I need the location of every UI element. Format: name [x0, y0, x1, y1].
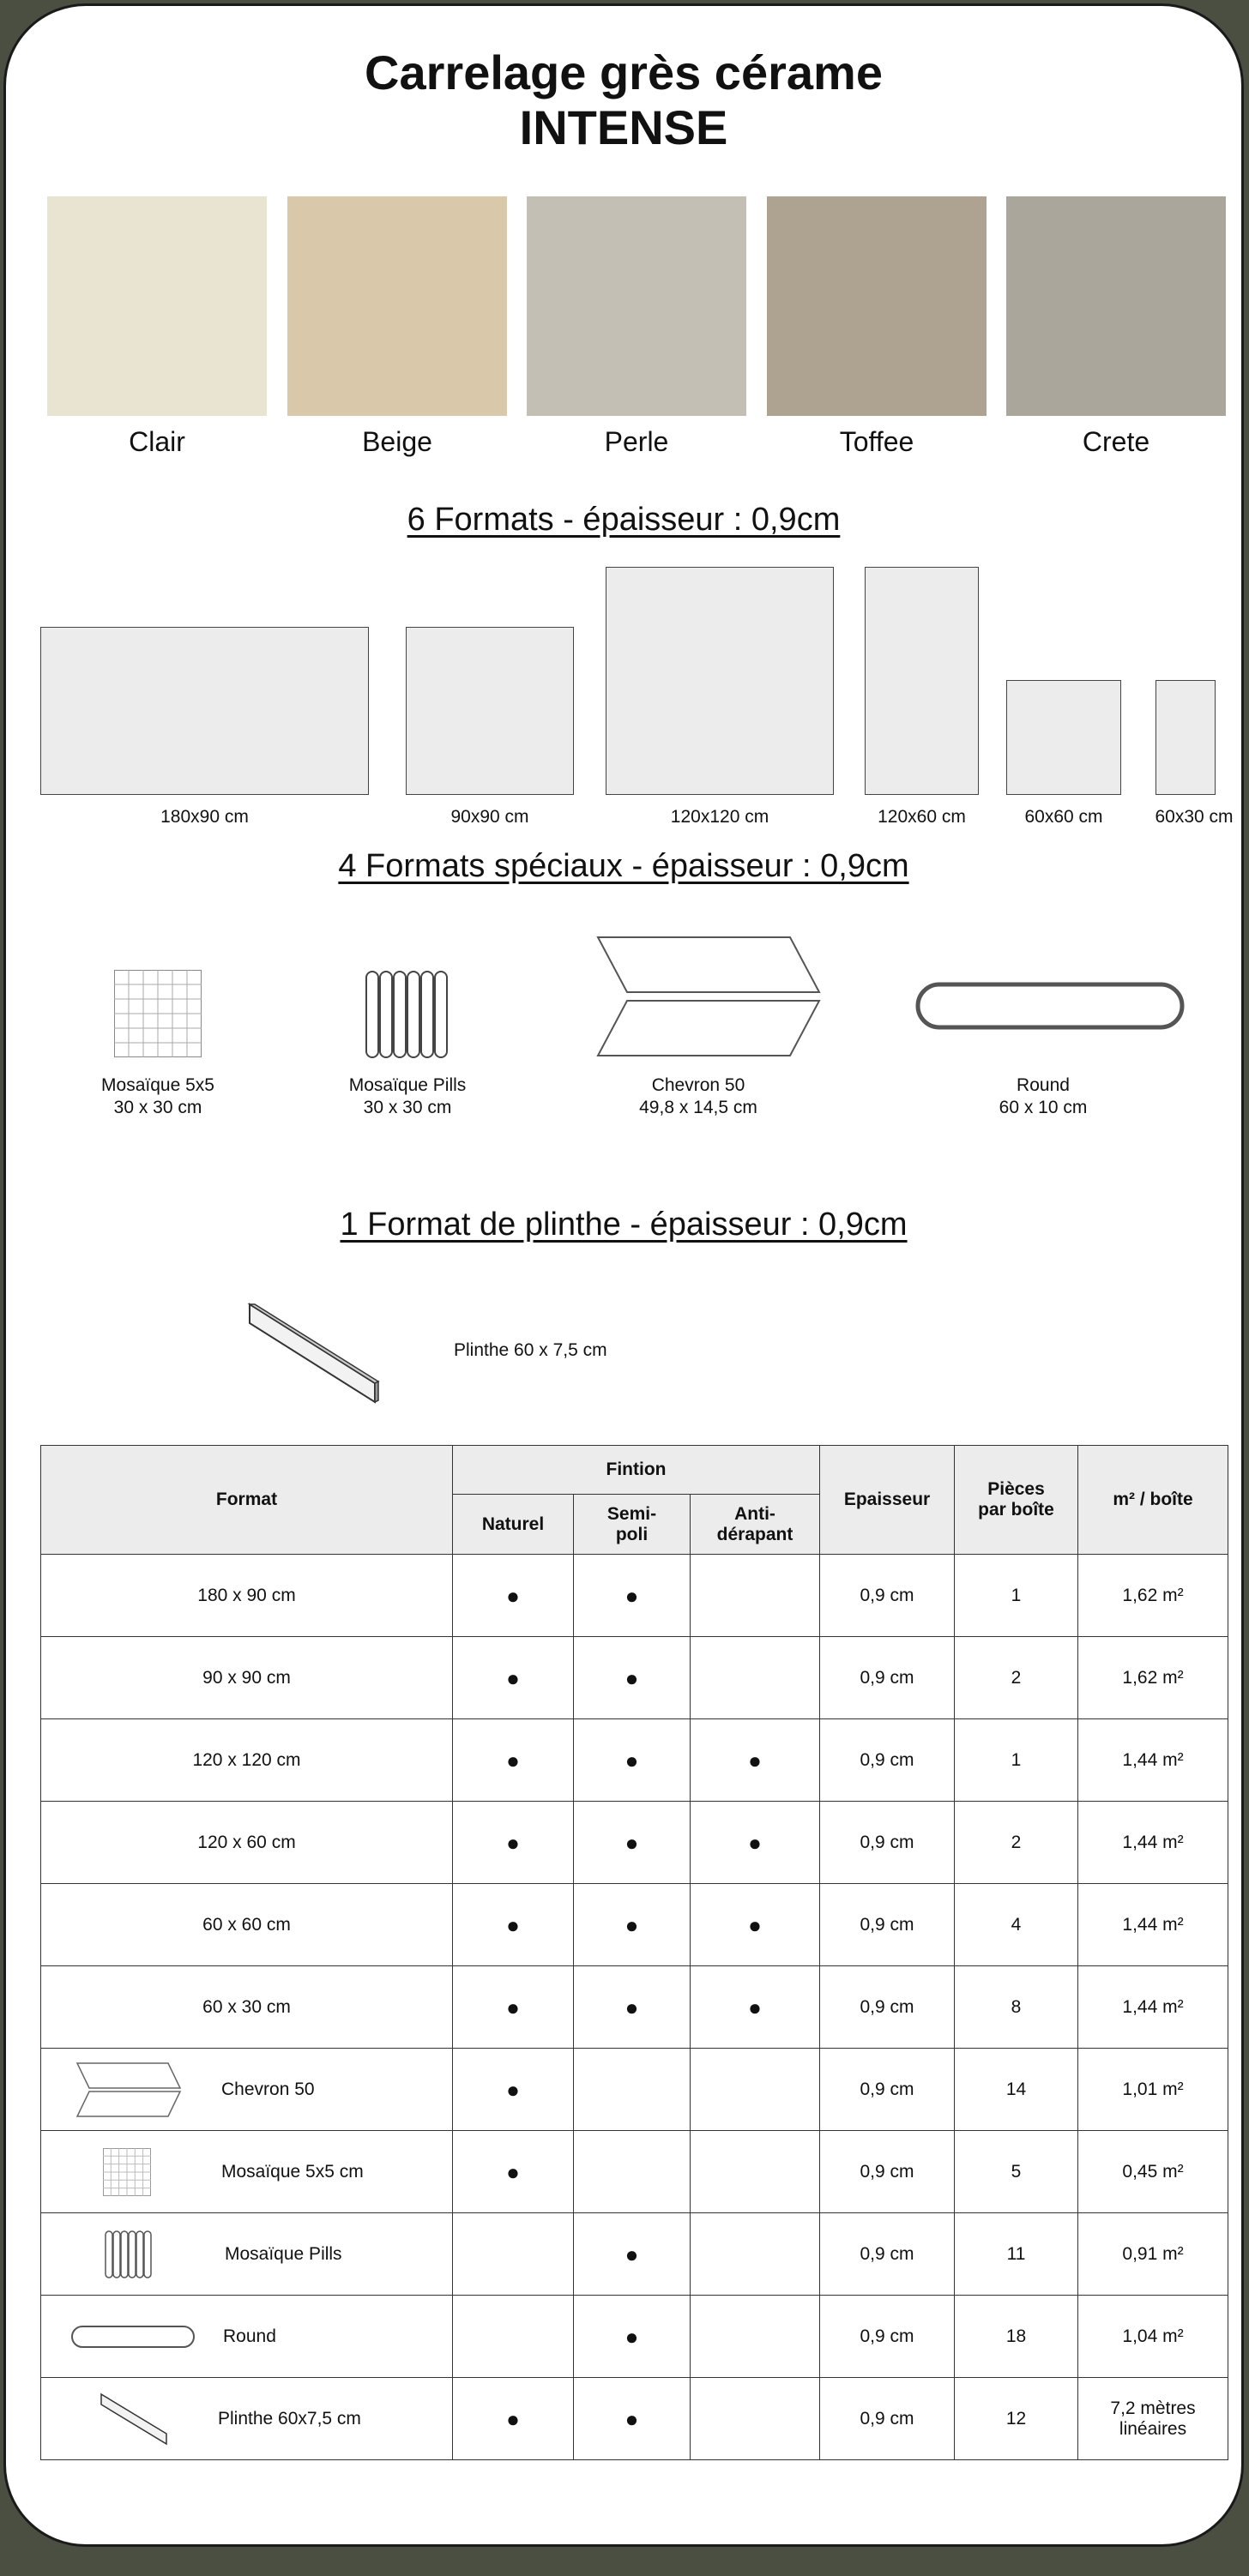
cell-pieces: 2	[955, 1802, 1078, 1884]
cell-semi-poli: ●	[574, 1884, 691, 1966]
cell-anti-derapant	[691, 1637, 820, 1719]
plinthe-icon	[98, 2392, 170, 2446]
format-label: 120x120 cm	[670, 807, 769, 827]
table-row	[41, 1884, 1228, 1966]
cell-m2: 1,01 m²	[1078, 2049, 1228, 2131]
mosaic-grid-icon	[103, 2148, 151, 2196]
cell-pieces: 8	[955, 1966, 1078, 2049]
cell-m2: 1,62 m²	[1078, 1555, 1228, 1637]
cell-anti-derapant	[691, 2049, 820, 2131]
col-header-epaisseur: Epaisseur	[820, 1446, 955, 1555]
table-row	[41, 1966, 1228, 2049]
format-label: 90x90 cm	[450, 807, 529, 827]
cell-m2: 0,91 m²	[1078, 2213, 1228, 2296]
cell-format	[41, 2049, 453, 2131]
cell-naturel	[453, 2296, 574, 2378]
cell-semi-poli: ●	[574, 1802, 691, 1884]
swatch-label: Crete	[1082, 426, 1150, 457]
cell-semi-poli	[574, 2131, 691, 2213]
swatch-clair	[47, 196, 267, 416]
cell-epaisseur: 0,9 cm	[820, 1966, 955, 2049]
cell-format	[41, 1637, 453, 1719]
cell-format	[41, 1555, 453, 1637]
swatch-label: Perle	[604, 426, 669, 457]
special-name: Round	[1017, 1075, 1070, 1095]
format-90x90-shape	[406, 627, 574, 795]
header-line: dérapant	[716, 1524, 793, 1544]
table-row	[41, 1637, 1228, 1719]
col-header-semi-poli	[574, 1495, 691, 1555]
plinthe-label: Plinthe 60 x 7,5 cm	[454, 1340, 607, 1360]
special-name: Mosaïque Pills	[348, 1075, 467, 1095]
special-label-chevron	[612, 1074, 784, 1119]
cell-anti-derapant	[691, 2378, 820, 2460]
special-size: 49,8 x 14,5 cm	[639, 1098, 757, 1117]
special-size: 60 x 10 cm	[999, 1098, 1088, 1117]
format-text: 60 x 30 cm	[202, 1996, 291, 2017]
special-label-mosaique-5x5	[72, 1074, 244, 1119]
special-size: 30 x 30 cm	[113, 1098, 202, 1117]
header-line: par boîte	[978, 1500, 1054, 1520]
swatch-beige	[287, 196, 507, 416]
m2-line: 7,2 mètres	[1110, 2398, 1196, 2418]
cell-format	[41, 1802, 453, 1884]
cell-naturel: ●	[453, 2049, 574, 2131]
cell-epaisseur: 0,9 cm	[820, 2049, 955, 2131]
cell-naturel: ●	[453, 2378, 574, 2460]
cell-epaisseur: 0,9 cm	[820, 1637, 955, 1719]
cell-m2: 1,44 m²	[1078, 1719, 1228, 1802]
cell-anti-derapant: ●	[691, 1719, 820, 1802]
format-text: Mosaïque Pills	[225, 2243, 342, 2264]
format-label: 180x90 cm	[160, 807, 249, 827]
cell-m2: 1,44 m²	[1078, 1966, 1228, 2049]
swatch-toffee	[767, 196, 987, 416]
special-name: Chevron 50	[651, 1075, 745, 1095]
cell-anti-derapant	[691, 2131, 820, 2213]
cell-semi-poli: ●	[574, 1637, 691, 1719]
cell-m2	[1078, 2378, 1228, 2460]
cell-epaisseur: 0,9 cm	[820, 1802, 955, 1884]
pills-icon	[365, 970, 450, 1059]
cell-pieces: 11	[955, 2213, 1078, 2296]
special-label-round	[957, 1074, 1129, 1119]
format-text: Mosaïque 5x5 cm	[221, 2161, 364, 2182]
format-text: Chevron 50	[221, 2079, 315, 2099]
chevron-icon	[596, 936, 821, 1057]
cell-format	[41, 2296, 453, 2378]
cell-m2: 1,62 m²	[1078, 1637, 1228, 1719]
cell-pieces: 12	[955, 2378, 1078, 2460]
cell-pieces: 18	[955, 2296, 1078, 2378]
cell-format	[41, 1719, 453, 1802]
swatch-label: Toffee	[839, 426, 914, 457]
col-header-pieces	[955, 1446, 1078, 1555]
cell-format	[41, 1966, 453, 2049]
format-120x120-shape	[606, 567, 834, 795]
cell-naturel: ●	[453, 1719, 574, 1802]
m2-line: linéaires	[1119, 2418, 1187, 2439]
cell-epaisseur: 0,9 cm	[820, 2296, 955, 2378]
cell-anti-derapant	[691, 1555, 820, 1637]
format-label: 60x60 cm	[1024, 807, 1103, 827]
special-size: 30 x 30 cm	[363, 1098, 452, 1117]
cell-epaisseur: 0,9 cm	[820, 2213, 955, 2296]
cell-semi-poli: ●	[574, 1966, 691, 2049]
cell-semi-poli	[574, 2049, 691, 2131]
page-title: Carrelage grès cérame	[365, 45, 883, 99]
cell-semi-poli: ●	[574, 2296, 691, 2378]
cell-naturel: ●	[453, 1966, 574, 2049]
cell-semi-poli: ●	[574, 1719, 691, 1802]
header-line: Semi-	[606, 1503, 657, 1524]
cell-anti-derapant	[691, 2213, 820, 2296]
cell-anti-derapant: ●	[691, 1802, 820, 1884]
cell-anti-derapant: ●	[691, 1884, 820, 1966]
cell-epaisseur: 0,9 cm	[820, 2378, 955, 2460]
special-name: Mosaïque 5x5	[101, 1075, 214, 1095]
cell-pieces: 14	[955, 2049, 1078, 2131]
round-icon	[70, 2325, 196, 2349]
spec-table	[40, 1445, 1228, 2460]
cell-naturel: ●	[453, 2131, 574, 2213]
swatch-label: Beige	[362, 426, 432, 457]
cell-m2: 1,04 m²	[1078, 2296, 1228, 2378]
table-row	[41, 2049, 1228, 2131]
format-60x60-shape	[1006, 680, 1121, 795]
cell-semi-poli: ●	[574, 2213, 691, 2296]
col-header-fintion: Fintion	[453, 1446, 820, 1495]
cell-m2: 0,45 m²	[1078, 2131, 1228, 2213]
cell-m2: 1,44 m²	[1078, 1802, 1228, 1884]
table-row	[41, 2131, 1228, 2213]
page-subtitle: INTENSE	[519, 100, 728, 154]
format-text: 120 x 60 cm	[197, 1832, 296, 1852]
cell-pieces: 1	[955, 1555, 1078, 1637]
cell-format	[41, 2213, 453, 2296]
format-text: 120 x 120 cm	[192, 1749, 301, 1770]
chevron-icon	[75, 2061, 182, 2118]
table-row	[41, 1719, 1228, 1802]
swatch-label: Clair	[129, 426, 185, 457]
cell-epaisseur: 0,9 cm	[820, 1884, 955, 1966]
format-label: 60x30 cm	[1155, 807, 1234, 827]
swatch-perle	[527, 196, 746, 416]
col-header-naturel: Naturel	[453, 1495, 574, 1555]
cell-pieces: 5	[955, 2131, 1078, 2213]
mosaic-grid-icon	[114, 970, 202, 1057]
header-line: poli	[615, 1524, 649, 1544]
plinthe-icon	[243, 1303, 380, 1409]
cell-pieces: 2	[955, 1637, 1078, 1719]
cell-naturel	[453, 2213, 574, 2296]
col-header-format: Format	[41, 1446, 453, 1555]
format-text: Plinthe 60x7,5 cm	[218, 2408, 361, 2429]
special-label-mosaique-pills	[322, 1074, 493, 1119]
cell-anti-derapant: ●	[691, 1966, 820, 2049]
table-row	[41, 2296, 1228, 2378]
format-180x90-shape	[40, 627, 369, 795]
cell-naturel: ●	[453, 1802, 574, 1884]
cell-naturel: ●	[453, 1555, 574, 1637]
col-header-anti-derapant	[691, 1495, 820, 1555]
table-row	[41, 2378, 1228, 2460]
formats-heading: 6 Formats - épaisseur : 0,9cm	[407, 502, 841, 538]
format-text: 90 x 90 cm	[202, 1667, 291, 1688]
cell-semi-poli: ●	[574, 2378, 691, 2460]
cell-semi-poli: ●	[574, 1555, 691, 1637]
cell-pieces: 1	[955, 1719, 1078, 1802]
cell-anti-derapant	[691, 2296, 820, 2378]
format-60x30-shape	[1155, 680, 1216, 795]
format-text: 180 x 90 cm	[197, 1585, 296, 1605]
format-text: Round	[223, 2326, 276, 2346]
format-text: 60 x 60 cm	[202, 1914, 291, 1935]
table-row	[41, 1555, 1228, 1637]
header-line: Anti-	[734, 1503, 775, 1524]
pills-icon	[105, 2230, 153, 2278]
plinthe-heading: 1 Format de plinthe - épaisseur : 0,9cm	[340, 1207, 908, 1243]
table-row	[41, 1802, 1228, 1884]
cell-epaisseur: 0,9 cm	[820, 1719, 955, 1802]
cell-epaisseur: 0,9 cm	[820, 1555, 955, 1637]
format-120x60-shape	[865, 567, 979, 795]
cell-format	[41, 2131, 453, 2213]
table-row	[41, 2213, 1228, 2296]
header-line: Pièces	[987, 1479, 1045, 1499]
special-heading: 4 Formats spéciaux - épaisseur : 0,9cm	[338, 848, 909, 884]
round-icon	[915, 982, 1185, 1030]
cell-format	[41, 2378, 453, 2460]
format-label: 120x60 cm	[878, 807, 966, 827]
cell-m2: 1,44 m²	[1078, 1884, 1228, 1966]
cell-naturel: ●	[453, 1637, 574, 1719]
cell-naturel: ●	[453, 1884, 574, 1966]
swatch-crete	[1006, 196, 1226, 416]
cell-pieces: 4	[955, 1884, 1078, 1966]
cell-epaisseur: 0,9 cm	[820, 2131, 955, 2213]
col-header-m2: m² / boîte	[1078, 1446, 1228, 1555]
cell-format	[41, 1884, 453, 1966]
catalog-sheet	[3, 3, 1244, 2547]
